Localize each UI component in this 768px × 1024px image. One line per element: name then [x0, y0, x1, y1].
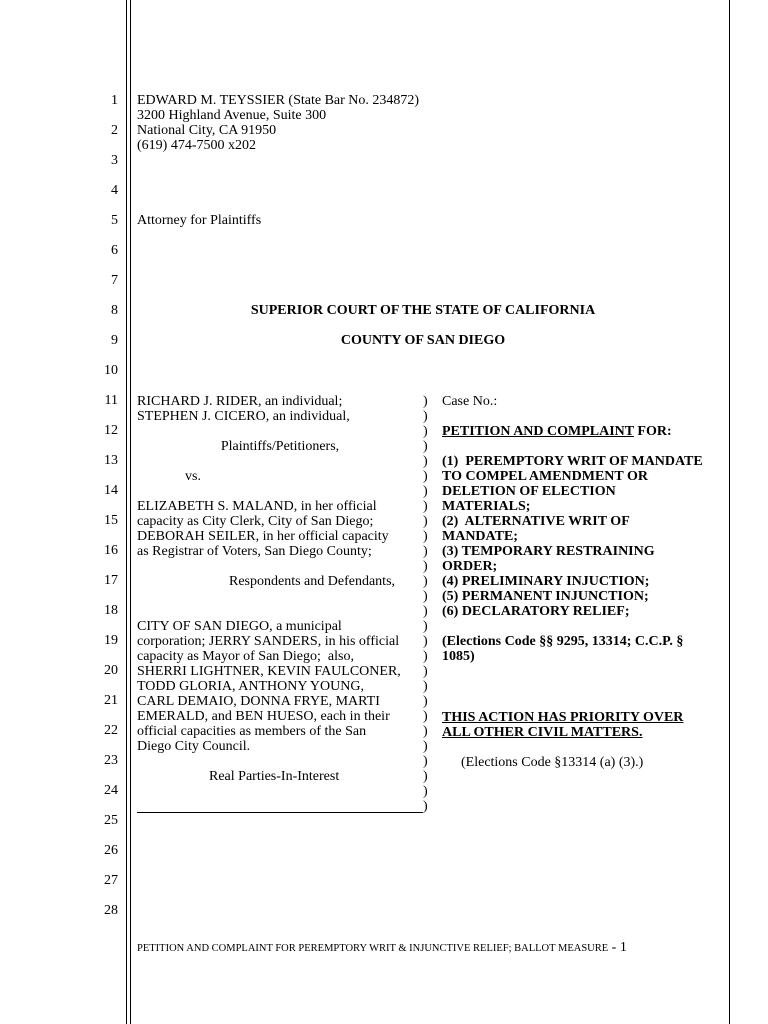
line-number: 25 [104, 813, 118, 828]
page-number: - 1 [608, 940, 627, 955]
attorney-phone: (619) 474-7500 x202 [137, 138, 256, 153]
line-number: 1 [111, 93, 118, 108]
line-number: 23 [104, 753, 118, 768]
caption-paren: ) [423, 784, 428, 799]
line-number: 16 [104, 543, 118, 558]
line-number: 7 [111, 273, 118, 288]
line-number: 2 [111, 123, 118, 138]
pleading-title-underlined: PETITION AND COMPLAINT [442, 424, 634, 439]
priority-citation: (Elections Code §13314 (a) (3).) [461, 755, 644, 770]
attorney-address-1: 3200 Highland Avenue, Suite 300 [137, 108, 327, 123]
caption-paren: ) [423, 739, 428, 754]
caption-paren: ) [423, 394, 428, 409]
line-number: 5 [111, 213, 118, 228]
caption-paren: ) [423, 454, 428, 469]
caption-paren: ) [423, 409, 428, 424]
line-number: 6 [111, 243, 118, 258]
caption-paren: ) [423, 514, 428, 529]
line-number: 13 [104, 453, 118, 468]
real-parties: CITY OF SAN DIEGO, a municipal corporation; JERRY SANDERS, in his official capacity as Mayor of San Diego; also, SHERRI LIGHTNER, KEVIN FAULCONER, TODD GLORIA, ANTHONY YOUNG, CARL DEMAIO, DONNA FRYE, MARTI EMERALD, and BEN HUESO, each in their official capacities as members of the San Diego City Council. [137, 619, 401, 754]
caption-paren: ) [423, 649, 428, 664]
line-number: 19 [104, 633, 118, 648]
caption-paren: ) [423, 619, 428, 634]
respondents-label: Respondents and Defendants, [229, 574, 396, 589]
caption-paren: ) [423, 724, 428, 739]
plaintiffs-label: Plaintiffs/Petitioners, [220, 439, 340, 454]
caption-paren: ) [423, 424, 428, 439]
caption-paren: ) [423, 799, 428, 814]
caption-paren: ) [423, 694, 428, 709]
line-number: 8 [111, 303, 118, 318]
priority-notice: THIS ACTION HAS PRIORITY OVER ALL OTHER CIVIL MATTERS. [442, 710, 684, 740]
line-number: 18 [104, 603, 118, 618]
right-margin-rule [729, 0, 730, 1024]
court-county: COUNTY OF SAN DIEGO [340, 333, 506, 348]
line-number: 12 [104, 423, 118, 438]
line-number: 4 [111, 183, 118, 198]
line-number: 28 [104, 903, 118, 918]
attorney-address-2: National City, CA 91950 [137, 123, 277, 138]
caption-paren: ) [423, 469, 428, 484]
line-number: 27 [104, 873, 118, 888]
caption-paren: ) [423, 529, 428, 544]
left-margin-rule-outer [126, 0, 127, 1024]
line-number: 20 [104, 663, 118, 678]
line-number: 15 [104, 513, 118, 528]
line-number: 17 [104, 573, 118, 588]
court-name: SUPERIOR COURT OF THE STATE OF CALIFORNIA [250, 303, 596, 318]
caption-paren: ) [423, 769, 428, 784]
real-parties-label: Real Parties-In-Interest [209, 769, 340, 784]
caption-paren: ) [423, 484, 428, 499]
line-number: 14 [104, 483, 118, 498]
caption-bottom-rule [137, 812, 423, 813]
code-reference: (Elections Code §§ 9295, 13314; C.C.P. § 1085) [442, 634, 684, 664]
caption-paren: ) [423, 754, 428, 769]
caption-paren: ) [423, 679, 428, 694]
caption-paren: ) [423, 499, 428, 514]
line-number: 3 [111, 153, 118, 168]
attorney-name: EDWARD M. TEYSSIER (State Bar No. 234872) [137, 93, 420, 108]
footer-title: PETITION AND COMPLAINT FOR PEREMPTORY WRIT & INJUNCTIVE RELIEF; BALLOT MEASURE [137, 943, 609, 954]
caption-paren: ) [423, 664, 428, 679]
line-number: 22 [104, 723, 118, 738]
caption-paren: ) [423, 544, 428, 559]
caption-paren: ) [423, 709, 428, 724]
pleading-title-rest: FOR: [633, 424, 672, 439]
versus: vs. [185, 469, 201, 484]
respondents: ELIZABETH S. MALAND, in her official capacity as City Clerk, City of San Diego; DEBORAH SEILER, in her official capacity as Registrar of Voters, San Diego County; [137, 499, 389, 559]
pleading-title [442, 424, 672, 439]
line-number: 9 [111, 333, 118, 348]
left-margin-rule-inner [130, 0, 131, 1024]
causes-of-action: (1) PEREMPTORY WRIT OF MANDATE TO COMPEL AMENDMENT OR DELETION OF ELECTION MATERIALS; (2) ALTERNATIVE WRIT OF MANDATE; (3) TEMPORARY RESTRAINING ORDER; (4) PRELIMINARY INJUCTION; (5) PERMANENT INJUNCTION; (6) DECLARATORY RELIEF; [442, 454, 703, 619]
caption-paren: ) [423, 559, 428, 574]
attorney-role: Attorney for Plaintiffs [137, 213, 262, 228]
line-number: 26 [104, 843, 118, 858]
caption-paren: ) [423, 574, 428, 589]
caption-paren: ) [423, 589, 428, 604]
caption-paren: ) [423, 604, 428, 619]
caption-paren: ) [423, 439, 428, 454]
line-number: 21 [104, 693, 118, 708]
plaintiffs: RICHARD J. RIDER, an individual; STEPHEN J. CICERO, an individual, [137, 394, 350, 424]
case-number: Case No.: [442, 394, 498, 409]
caption-paren: ) [423, 634, 428, 649]
page-footer [137, 940, 627, 956]
line-number: 10 [104, 363, 118, 378]
line-number: 24 [104, 783, 118, 798]
line-number: 11 [104, 393, 118, 408]
